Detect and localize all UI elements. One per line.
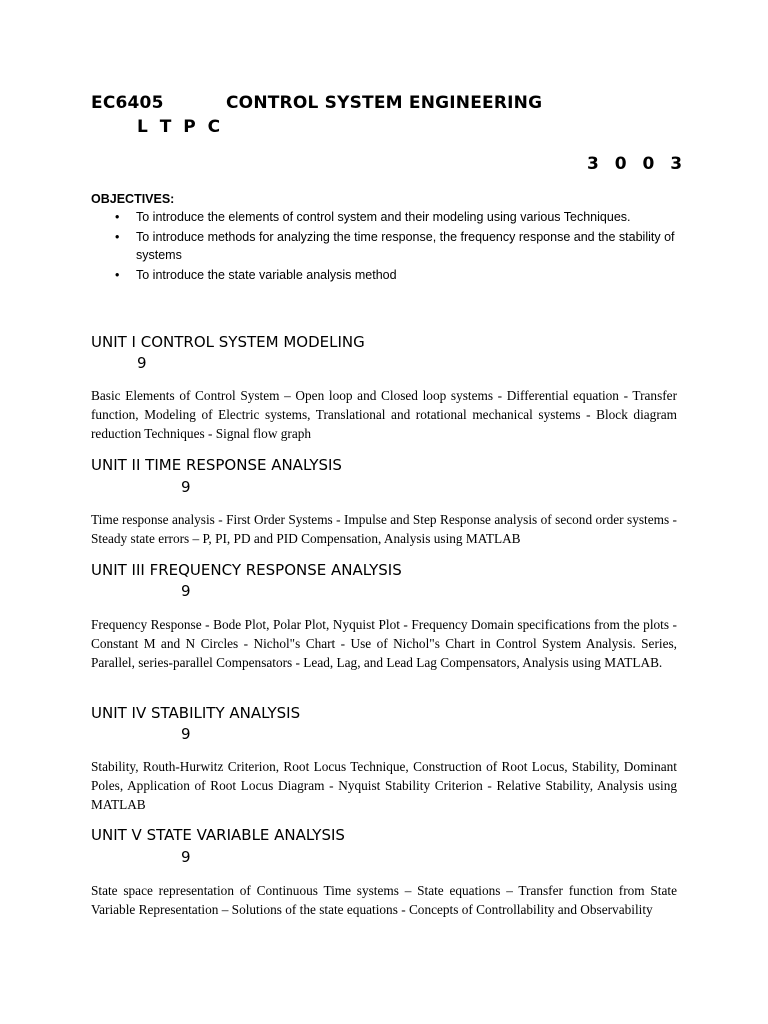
unit-5-hours: 9: [181, 848, 191, 866]
unit-4-heading: UNIT IV STABILITY ANALYSIS: [91, 704, 301, 722]
objective-text: To introduce the elements of control system and their modeling using various Techniques.: [136, 210, 631, 224]
unit-3-heading: UNIT III FREQUENCY RESPONSE ANALYSIS: [91, 561, 402, 579]
course-title: CONTROL SYSTEM ENGINEERING: [226, 93, 543, 113]
objective-item: [91, 208, 681, 226]
objective-item: [91, 266, 681, 284]
bullet-icon: •: [115, 230, 120, 244]
unit-5-heading: UNIT V STATE VARIABLE ANALYSIS: [91, 826, 345, 844]
ltpc-label: L T P C: [137, 117, 224, 137]
ltpc-values: 3 0 0 3: [587, 154, 688, 174]
objectives-list: [91, 208, 681, 286]
course-code: EC6405: [91, 93, 164, 113]
bullet-icon: •: [115, 268, 120, 282]
objective-text: To introduce methods for analyzing the time response, the frequency response and the stability of systems: [136, 230, 675, 262]
unit-4-body: Stability, Routh-Hurwitz Criterion, Root Locus Technique, Construction of Root Locus, Stability, Dominant Poles, Application of Root Locus Diagram - Nyquist Stability Criterion - Relative Stability, Analysis using MATLAB: [91, 759, 677, 812]
unit-5-body: State space representation of Continuous Time systems – State equations – Transfer function from State Variable Representation – Solutions of the state equations - Concepts of Controllability and Observability: [91, 883, 677, 917]
objectives-heading: OBJECTIVES:: [91, 192, 175, 206]
unit-3-hours: 9: [181, 582, 191, 600]
unit-1-heading: UNIT I CONTROL SYSTEM MODELING: [91, 333, 365, 351]
unit-1-body: Basic Elements of Control System – Open loop and Closed loop systems - Differential equation - Transfer function, Modeling of Electric systems, Translational and rotational mechanical systems - Block diagram reduction Techniques - Signal flow graph: [91, 388, 677, 441]
unit-3-body: Frequency Response - Bode Plot, Polar Plot, Nyquist Plot - Frequency Domain specifications from the plots - Constant M and N Circles - Nichol"s Chart - Use of Nichol"s Chart in Control System Analysis. Series, Parallel, series-parallel Compensators - Lead, Lag, and Lead Lag Compensators, Analysis using MATLAB.: [91, 617, 677, 670]
unit-2-body: Time response analysis - First Order Systems - Impulse and Step Response analysis of second order systems - Steady state errors – P, PI, PD and PID Compensation, Analysis using MATLAB: [91, 512, 677, 546]
unit-2-hours: 9: [181, 478, 191, 496]
objective-text: To introduce the state variable analysis method: [136, 268, 397, 282]
unit-4-hours: 9: [181, 725, 191, 743]
bullet-icon: •: [115, 210, 120, 224]
objective-item: [91, 228, 681, 264]
unit-1-hours: 9: [137, 354, 147, 372]
unit-2-heading: UNIT II TIME RESPONSE ANALYSIS: [91, 456, 342, 474]
